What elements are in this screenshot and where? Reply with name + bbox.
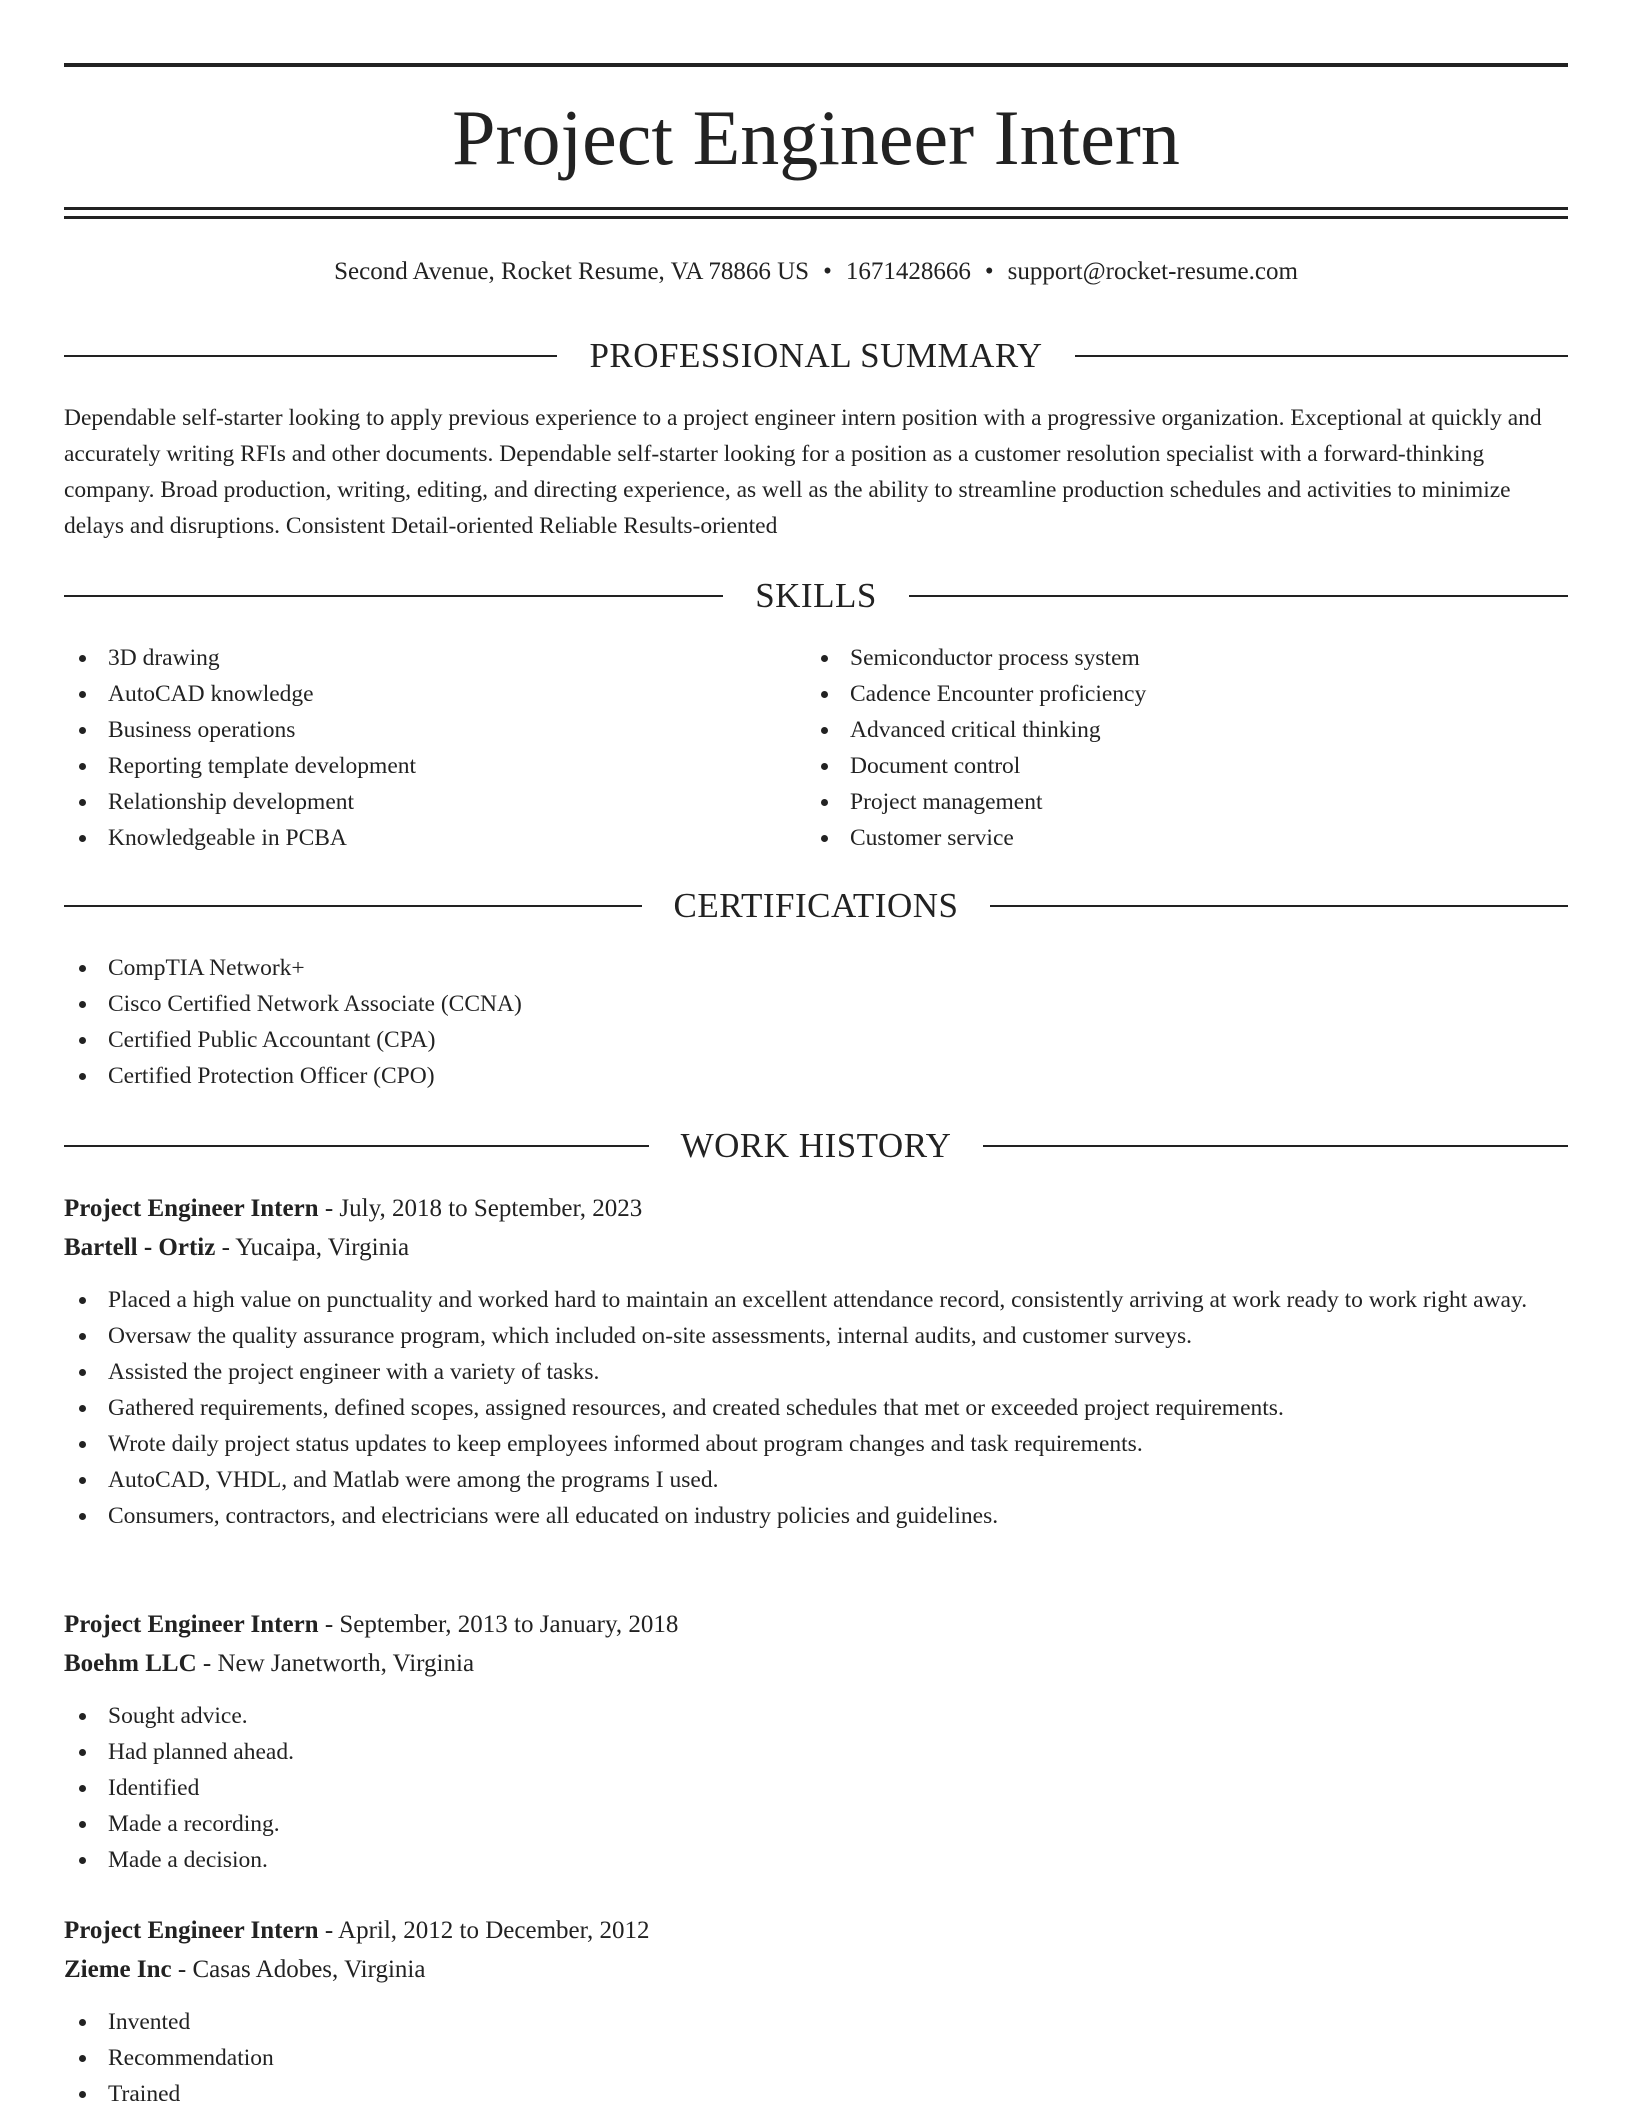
section-heading-work-history xyxy=(64,1124,1568,1168)
job-bullet: Gathered requirements, defined scopes, assigned resources, and created schedules that met or exceeded project requirements. xyxy=(64,1390,1568,1426)
job-bullet: AutoCAD, VHDL, and Matlab were among the programs I used. xyxy=(64,1462,1568,1498)
skill-item: Reporting template development xyxy=(64,748,804,784)
section-title: CERTIFICATIONS xyxy=(673,886,959,925)
contact-separator: • xyxy=(984,258,994,285)
job-bullet: Placed a high value on punctuality and worked hard to maintain an excellent attendance record, consistently arriving at work ready to work right away. xyxy=(64,1282,1568,1318)
job-bullet: Made a recording. xyxy=(64,1806,1568,1842)
section-rule xyxy=(64,905,642,907)
section-heading-summary xyxy=(64,334,1568,378)
job-bullet: Had planned ahead. xyxy=(64,1734,1568,1770)
job-dates: - July, 2018 to September, 2023 xyxy=(318,1195,643,1222)
skill-item: Customer service xyxy=(806,820,1546,856)
section-rule xyxy=(64,1145,649,1147)
job-title: Project Engineer Intern xyxy=(64,1917,319,1944)
job-company: Zieme Inc xyxy=(64,1956,172,1983)
job-company-line xyxy=(64,1645,1568,1683)
resume-title: Project Engineer Intern xyxy=(452,94,1180,181)
job-company: Bartell - Ortiz xyxy=(64,1234,216,1261)
skill-item: Business operations xyxy=(64,712,804,748)
job-bullet: Assisted the project engineer with a variety of tasks. xyxy=(64,1354,1568,1390)
job-bullet: Consumers, contractors, and electricians were all educated on industry policies and guidelines. xyxy=(64,1498,1568,1534)
contact-line xyxy=(64,254,1568,290)
section-rule xyxy=(64,595,723,597)
skill-item: AutoCAD knowledge xyxy=(64,676,804,712)
job-bullet: Identified xyxy=(64,1770,1568,1806)
job-bullet: Sought advice. xyxy=(64,1698,1568,1734)
contact-email: support@rocket-resume.com xyxy=(1007,258,1298,285)
job-title-line xyxy=(64,1912,1568,1950)
section-rule xyxy=(64,355,557,357)
job-title-line xyxy=(64,1606,1568,1644)
skill-item: Knowledgeable in PCBA xyxy=(64,820,804,856)
job-bullets xyxy=(64,1698,1568,1878)
section-title: PROFESSIONAL SUMMARY xyxy=(589,336,1043,375)
header-top-rule xyxy=(64,63,1568,67)
job-bullet: Made a decision. xyxy=(64,1842,1568,1878)
job-title: Project Engineer Intern xyxy=(64,1195,319,1222)
job-bullet: Recommendation xyxy=(64,2040,1568,2076)
section-title: WORK HISTORY xyxy=(680,1126,952,1165)
job-location: - Yucaipa, Virginia xyxy=(215,1234,410,1261)
job-entry xyxy=(64,1912,1568,2112)
job-title-line xyxy=(64,1190,1568,1228)
certification-item: Certified Protection Officer (CPO) xyxy=(64,1058,1568,1094)
job-location: - New Janetworth, Virginia xyxy=(196,1650,475,1677)
certifications-list xyxy=(64,950,1568,1094)
contact-address: Second Avenue, Rocket Resume, VA 78866 US xyxy=(334,258,810,285)
job-entry xyxy=(64,1606,1568,1878)
skill-item: 3D drawing xyxy=(64,640,804,676)
job-company: Boehm LLC xyxy=(64,1650,197,1677)
skill-item: Cadence Encounter proficiency xyxy=(806,676,1546,712)
skill-item: Document control xyxy=(806,748,1546,784)
contact-separator: • xyxy=(823,258,832,285)
section-heading-skills xyxy=(64,574,1568,618)
job-entry xyxy=(64,1190,1568,1534)
certification-item: Cisco Certified Network Associate (CCNA) xyxy=(64,986,1568,1022)
section-rule xyxy=(909,595,1568,597)
contact-phone: 1671428666 xyxy=(845,258,971,285)
section-heading-certifications xyxy=(64,884,1568,928)
job-dates: - April, 2012 to December, 2012 xyxy=(318,1917,650,1944)
skills-list-right xyxy=(806,640,1546,856)
job-bullet: Trained xyxy=(64,2076,1568,2112)
skill-item: Project management xyxy=(806,784,1546,820)
header-bottom-rule xyxy=(64,207,1568,210)
job-dates: - September, 2013 to January, 2018 xyxy=(318,1611,679,1638)
job-company-line xyxy=(64,1229,1568,1267)
section-title: SKILLS xyxy=(755,576,877,615)
job-bullets xyxy=(64,2004,1568,2112)
skills-list-left xyxy=(64,640,804,856)
header-bottom-rule-2 xyxy=(64,216,1568,219)
summary-paragraph: Dependable self-starter looking to apply previous experience to a project engineer intern position with a progressive organization. Exceptional at quickly and accurately writing RFIs and other documents. Dependable self-starter looking for a position as a customer resolution specialist with a forward-thinking company. Broad production, writing, editing, and directing experience, as well as the ability to streamline production schedules and activities to minimize delays and disruptions. Consistent Detail-oriented Reliable Results-oriented xyxy=(64,405,1542,539)
job-bullet: Oversaw the quality assurance program, which included on-site assessments, internal audits, and customer surveys. xyxy=(64,1318,1568,1354)
job-bullet: Invented xyxy=(64,2004,1568,2040)
skill-item: Semiconductor process system xyxy=(806,640,1546,676)
job-company-line xyxy=(64,1951,1568,1989)
certification-item: CompTIA Network+ xyxy=(64,950,1568,986)
job-bullet: Wrote daily project status updates to keep employees informed about program changes and task requirements. xyxy=(64,1426,1568,1462)
section-rule xyxy=(1075,355,1568,357)
job-title: Project Engineer Intern xyxy=(64,1611,319,1638)
certification-item: Certified Public Accountant (CPA) xyxy=(64,1022,1568,1058)
section-rule xyxy=(983,1145,1568,1147)
skill-item: Relationship development xyxy=(64,784,804,820)
job-location: - Casas Adobes, Virginia xyxy=(171,1956,426,1983)
skill-item: Advanced critical thinking xyxy=(806,712,1546,748)
job-bullets xyxy=(64,1282,1568,1534)
section-rule xyxy=(990,905,1568,907)
